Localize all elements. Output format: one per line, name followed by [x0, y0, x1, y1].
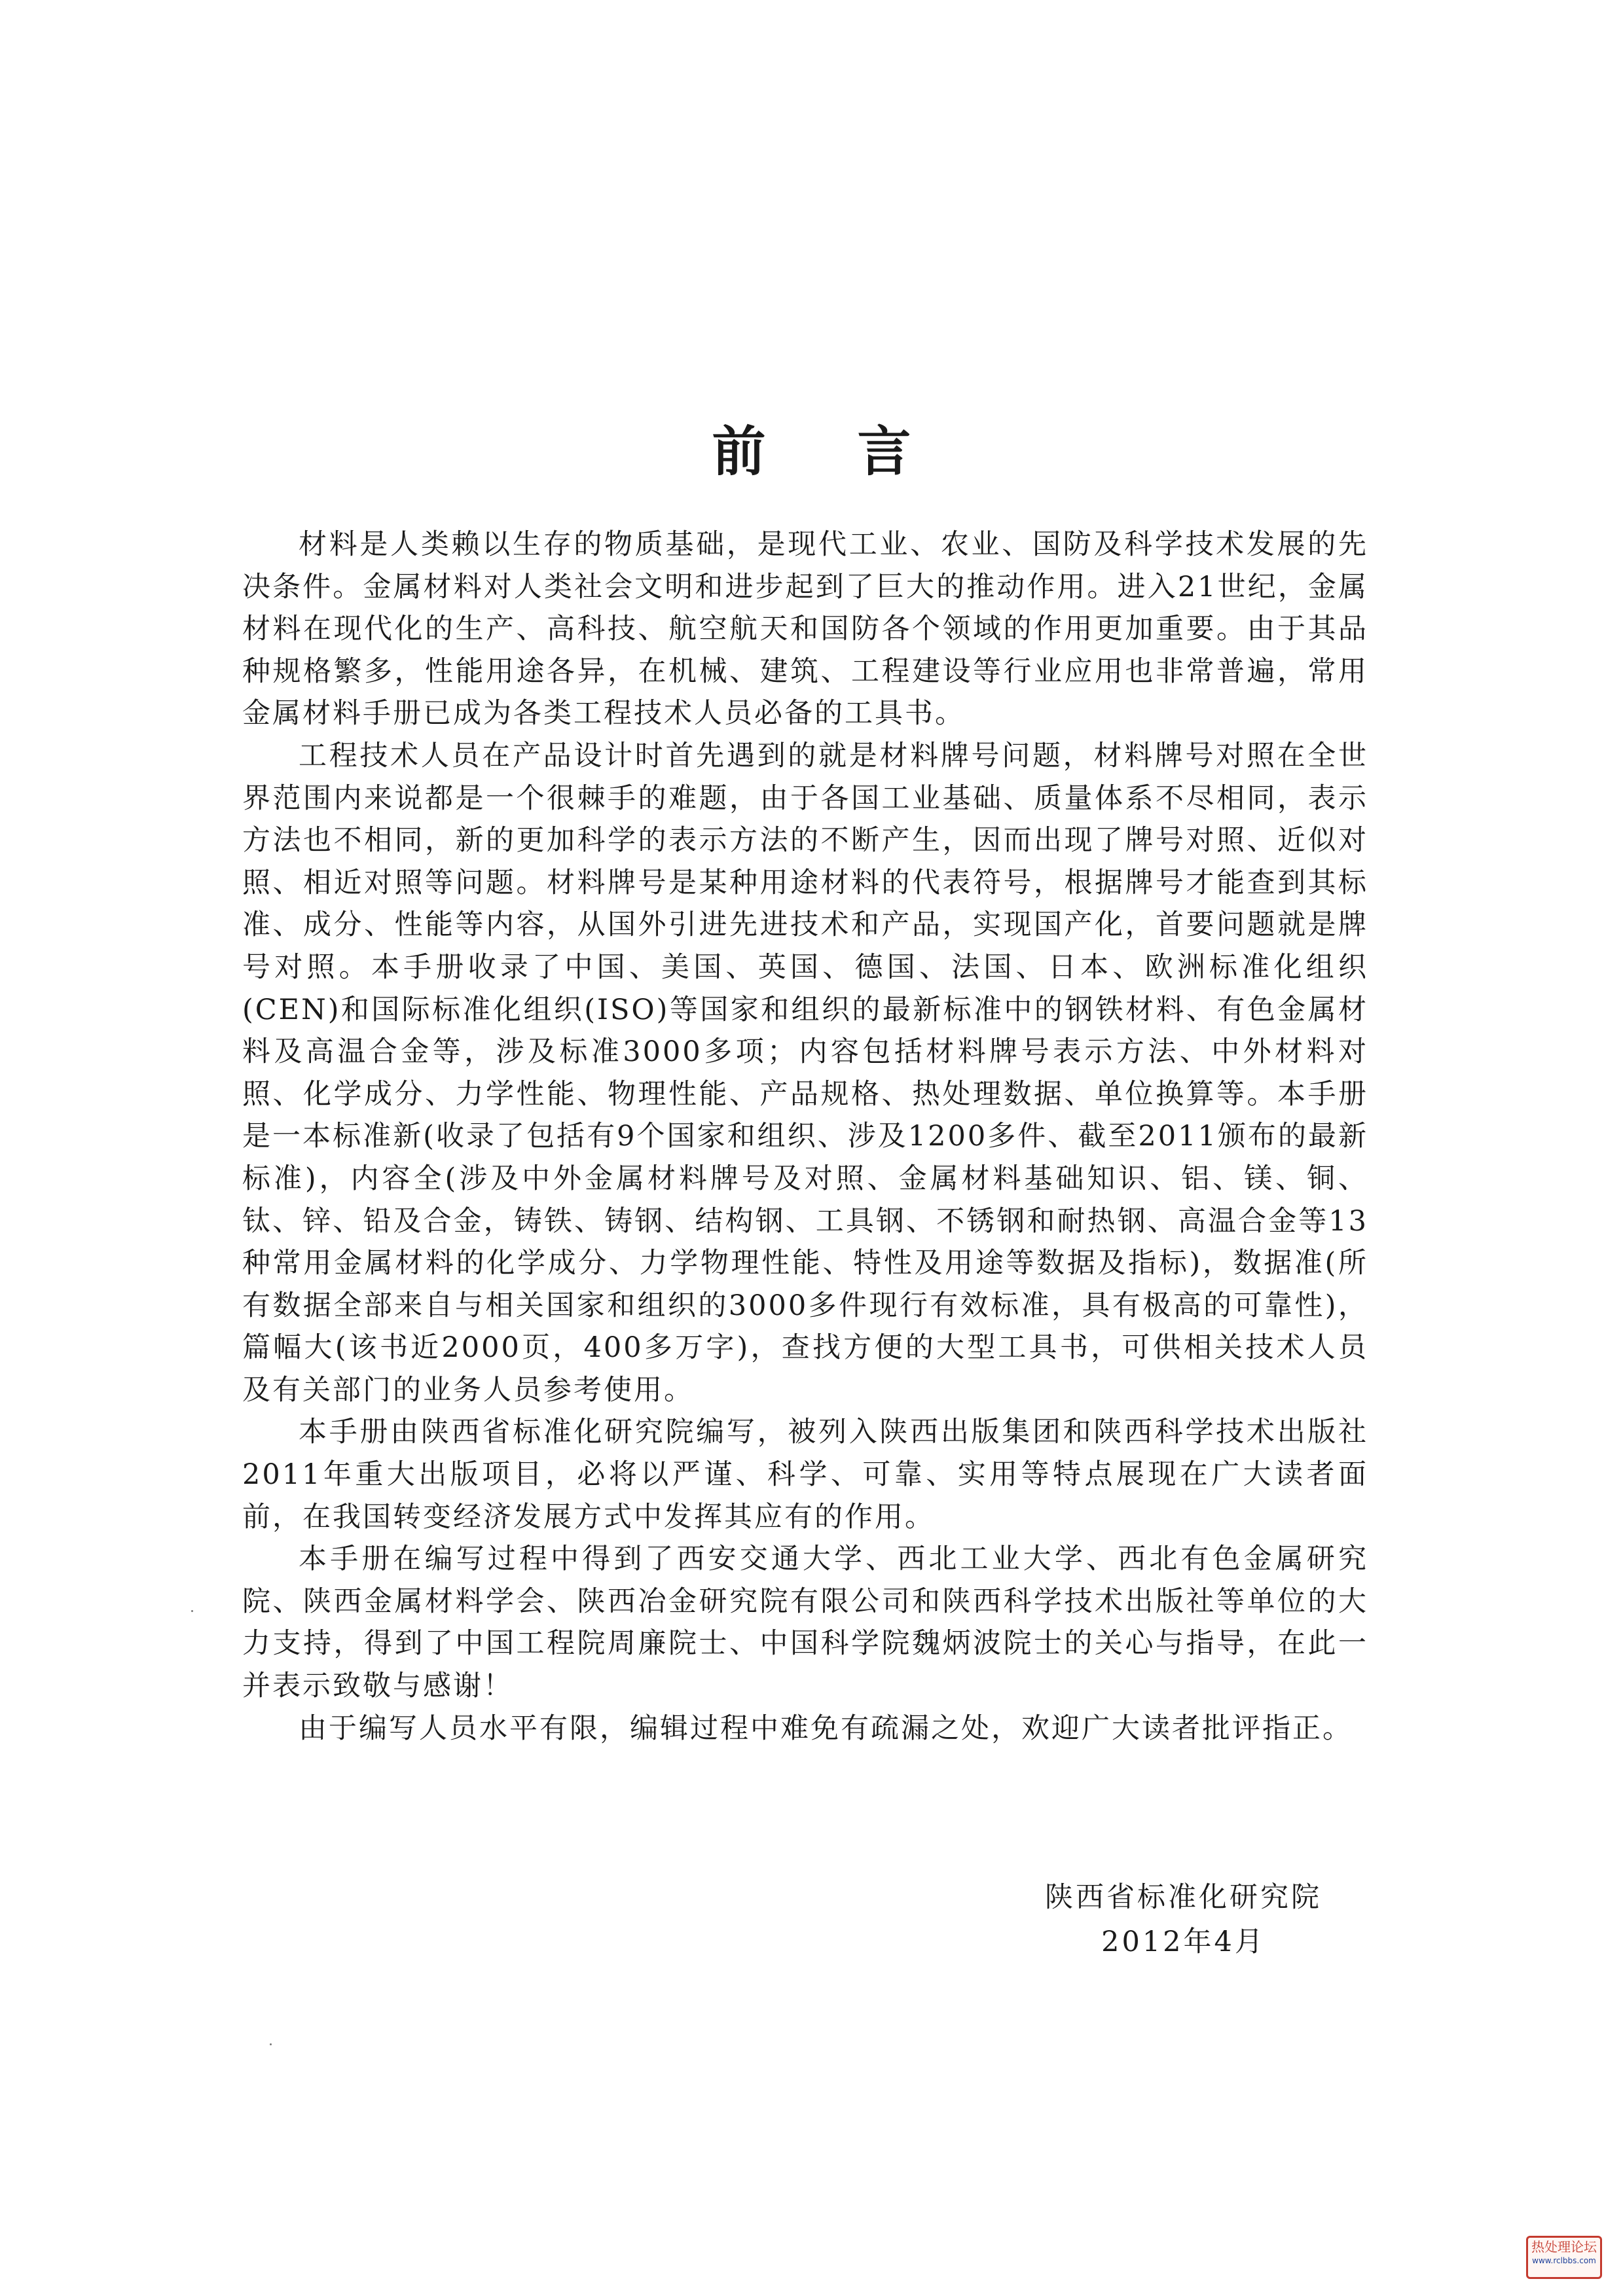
- forum-watermark-logo: [1526, 2236, 1602, 2279]
- paragraph-4: 本手册在编写过程中得到了西安交通大学、西北工业大学、西北有色金属研究院、陕西金属材料学会、陕西冶金研究院有限公司和陕西科学技术出版社等单位的大力支持，得到了中国工程院周廉院士、中国科学院魏炳波院士的关心与指导，在此一并表示致敬与感谢！: [242, 1543, 1368, 1703]
- watermark-url: www.rclbbs.com: [1532, 2256, 1596, 2265]
- paragraph-2: 工程技术人员在产品设计时首先遇到的就是材料牌号问题，材料牌号对照在全世界范围内来说都是一个很棘手的难题，由于各国工业基础、质量体系不尽相同，表示方法也不相同，新的更加科学的表示方法的不断产生，因而出现了牌号对照、近似对照、相近对照等问题。材料牌号是某种用途材料的代表符号，根据牌号才能查到其标准、成分、性能等内容，从国外引进先进技术和产品，实现国产化，首要问题就是牌号对照。本手册收录了中国、美国、英国、德国、法国、日本、欧洲标准化组织(CEN)和国际标准化组织(ISO)等国家和组织的最新标准中的钢铁材料、有色金属材料及高温合金等，涉及标准3000多项；内容包括材料牌号表示方法、中外材料对照、化学成分、力学性能、物理性能、产品规格、热处理数据、单位换算等。本手册是一本标准新(收录了包括有9个国家和组织、涉及1200多件、截至2011颁布的最新标准)，内容全(涉及中外金属材料牌号及对照、金属材料基础知识、铝、镁、铜、钛、锌、铅及合金，铸铁、铸钢、结构钢、工具钢、不锈钢和耐热钢、高温合金等13种常用金属材料的化学成分、力学物理性能、特性及用途等数据及指标)，数据准(所有数据全部来自与相关国家和组织的3000多件现行有效标准，具有极高的可靠性)，篇幅大(该书近2000页，400多万字)，查找方便的大型工具书，可供相关技术人员及有关部门的业务人员参考使用。: [242, 739, 1368, 1407]
- signature-date: 2012年4月: [1101, 1926, 1266, 1958]
- paragraph-3: 本手册由陕西省标准化研究院编写，被列入陕西出版集团和陕西科学技术出版社2011年重大出版项目，必将以严谨、科学、可靠、实用等特点展现在广大读者面前，在我国转变经济发展方式中发挥其应有的作用。: [242, 1416, 1368, 1534]
- signature-block: [1045, 1875, 1322, 1964]
- paragraph-5: 由于编写人员水平有限，编辑过程中难免有疏漏之处，欢迎广大读者批评指正。: [299, 1712, 1353, 1745]
- paragraph-1: 材料是人类赖以生存的物质基础，是现代工业、农业、国防及科学技术发展的先决条件。金属材料对人类社会文明和进步起到了巨大的推动作用。进入21世纪，金属材料在现代化的生产、高科技、航空航天和国防各个领域的作用更加重要。由于其品种规格繁多，性能用途各异，在机械、建筑、工程建设等行业应用也非常普遍，常用金属材料手册已成为各类工程技术人员必备的工具书。: [242, 528, 1368, 730]
- preface-body: [242, 524, 1368, 1749]
- scan-speck: [191, 1610, 193, 1612]
- page-title: 前言: [712, 420, 1003, 483]
- watermark-label: 热处理论坛: [1531, 2239, 1597, 2255]
- signature-organization: 陕西省标准化研究院: [1045, 1881, 1322, 1914]
- scan-speck: [270, 2043, 272, 2045]
